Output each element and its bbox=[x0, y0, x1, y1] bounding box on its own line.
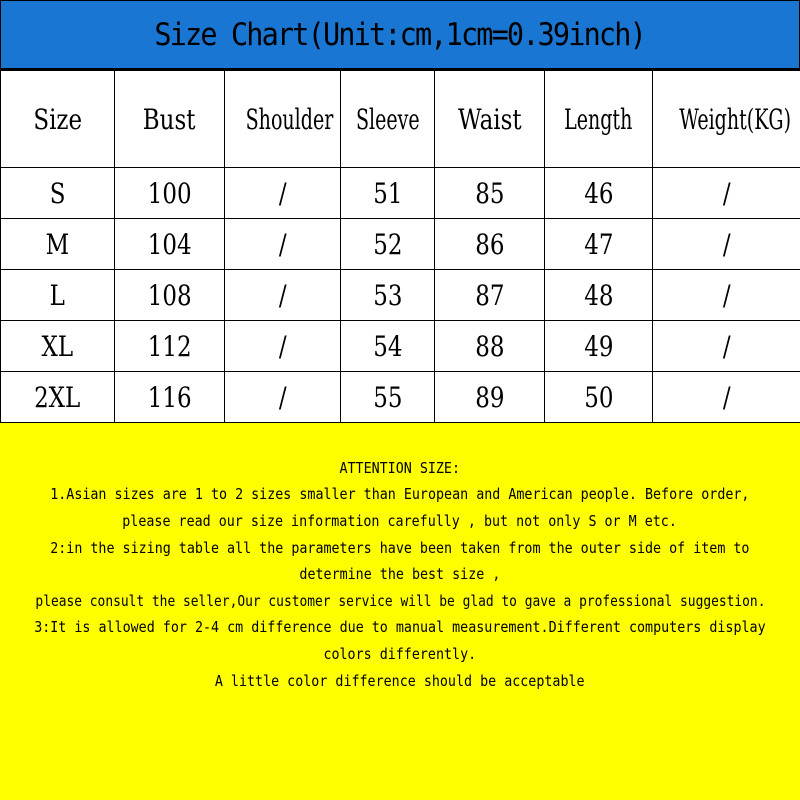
cell-waist: 86 bbox=[435, 219, 545, 270]
cell-shoulder: / bbox=[225, 372, 341, 423]
cell-length: 48 bbox=[545, 270, 653, 321]
column-header-size: Size bbox=[1, 71, 115, 168]
cell-size: 2XL bbox=[1, 372, 115, 423]
table-row bbox=[1, 321, 800, 372]
cell-sleeve: 54 bbox=[341, 321, 435, 372]
column-header-bust: Bust bbox=[115, 71, 225, 168]
attention-notes-panel bbox=[0, 422, 800, 800]
cell-size: M bbox=[1, 219, 115, 270]
cell-sleeve: 51 bbox=[341, 168, 435, 219]
cell-size: S bbox=[1, 168, 115, 219]
cell-bust: 104 bbox=[115, 219, 225, 270]
cell-bust: 112 bbox=[115, 321, 225, 372]
column-header-sleeve: Sleeve bbox=[341, 71, 435, 168]
note-line: please consult the seller,Our customer service will be glad to gave a professional suggestion. bbox=[34, 591, 766, 610]
size-chart-header bbox=[0, 0, 800, 70]
cell-bust: 108 bbox=[115, 270, 225, 321]
cell-shoulder: / bbox=[225, 219, 341, 270]
cell-sleeve: 52 bbox=[341, 219, 435, 270]
note-line: 2:in the sizing table all the parameters have been taken from the outer side of item to bbox=[50, 538, 750, 557]
table-row bbox=[1, 372, 800, 423]
column-header-length: Length bbox=[545, 71, 653, 168]
note-line: A little color difference should be acceptable bbox=[215, 671, 585, 690]
notes-title: ATTENTION SIZE: bbox=[339, 458, 461, 477]
table-header-row bbox=[1, 71, 800, 168]
table-row bbox=[1, 270, 800, 321]
cell-length: 46 bbox=[545, 168, 653, 219]
cell-length: 47 bbox=[545, 219, 653, 270]
size-chart-title: Size Chart(Unit:cm,1cm=0.39inch) bbox=[154, 16, 646, 53]
cell-sleeve: 53 bbox=[341, 270, 435, 321]
cell-waist: 85 bbox=[435, 168, 545, 219]
cell-sleeve: 55 bbox=[341, 372, 435, 423]
cell-size: XL bbox=[1, 321, 115, 372]
cell-shoulder: / bbox=[225, 321, 341, 372]
cell-shoulder: / bbox=[225, 270, 341, 321]
cell-weight: / bbox=[653, 372, 800, 423]
column-header-waist: Waist bbox=[435, 71, 545, 168]
cell-weight: / bbox=[653, 219, 800, 270]
size-table bbox=[0, 70, 800, 423]
cell-size: L bbox=[1, 270, 115, 321]
note-line: colors differently. bbox=[323, 644, 477, 663]
cell-weight: / bbox=[653, 270, 800, 321]
note-line: 1.Asian sizes are 1 to 2 sizes smaller than European and American people. Before order, bbox=[50, 485, 750, 504]
cell-waist: 87 bbox=[435, 270, 545, 321]
cell-weight: / bbox=[653, 321, 800, 372]
table-row bbox=[1, 219, 800, 270]
cell-bust: 116 bbox=[115, 372, 225, 423]
cell-waist: 89 bbox=[435, 372, 545, 423]
cell-waist: 88 bbox=[435, 321, 545, 372]
cell-length: 50 bbox=[545, 372, 653, 423]
note-line: please read our size information carefully , but not only S or M etc. bbox=[122, 512, 678, 531]
cell-length: 49 bbox=[545, 321, 653, 372]
note-line: determine the best size , bbox=[299, 565, 501, 584]
note-line: 3:It is allowed for 2-4 cm difference due to manual measurement.Different computers display bbox=[34, 618, 766, 637]
cell-weight: / bbox=[653, 168, 800, 219]
cell-bust: 100 bbox=[115, 168, 225, 219]
cell-shoulder: / bbox=[225, 168, 341, 219]
table-row bbox=[1, 168, 800, 219]
column-header-weight: Weight(KG) bbox=[653, 71, 800, 168]
column-header-shoulder: Shoulder bbox=[225, 71, 341, 168]
